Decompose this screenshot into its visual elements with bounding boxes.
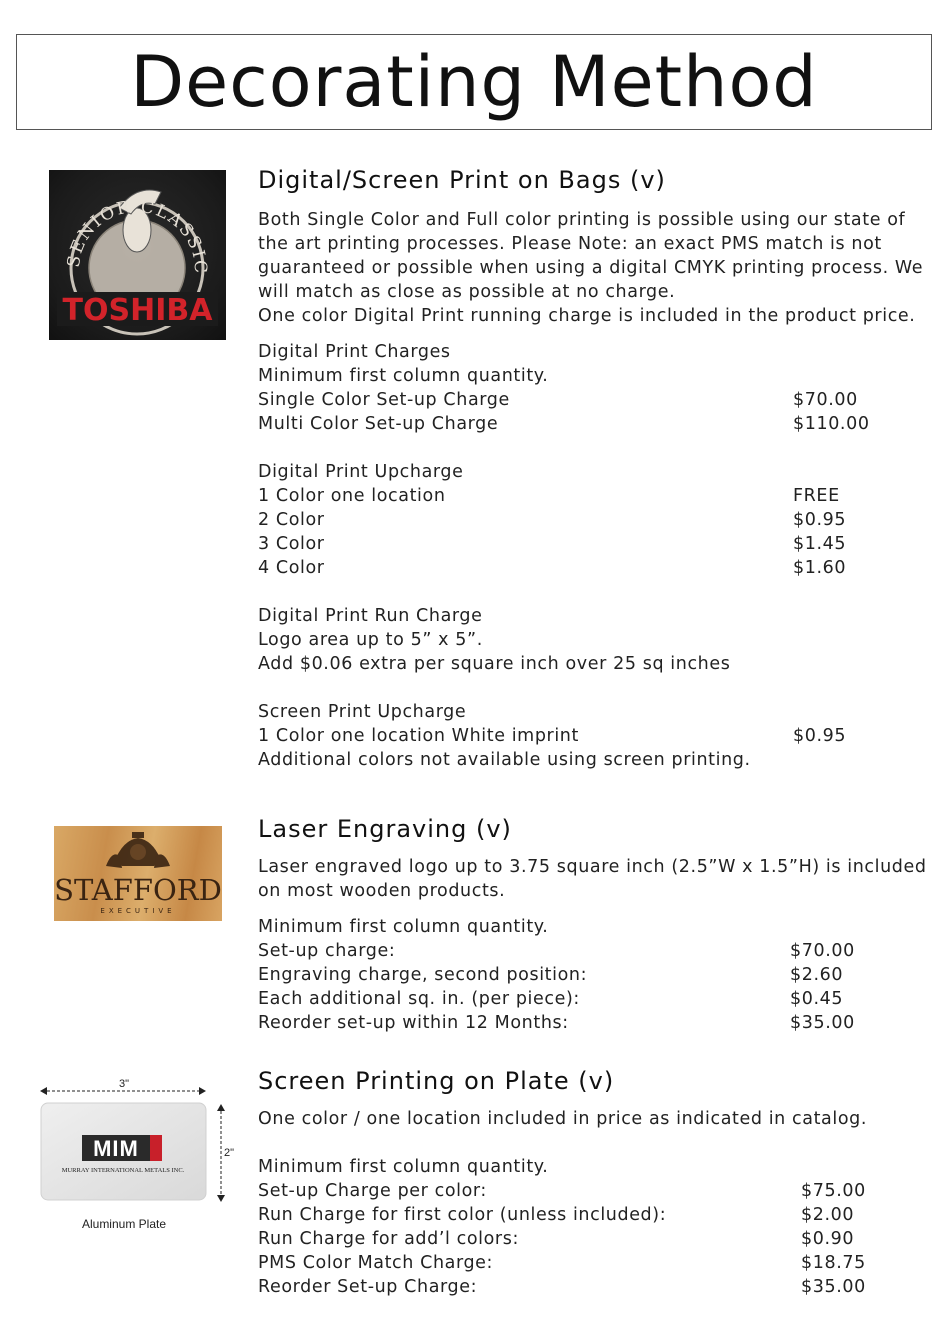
- price-row: [258, 412, 928, 436]
- price-row: [258, 1179, 928, 1203]
- price-value: $0.90: [801, 1229, 855, 1249]
- price-label: Run Charge for add’l colors:: [258, 1229, 519, 1249]
- screen-upcharge-note: Additional colors not available using screen printing.: [258, 750, 751, 770]
- digital-intro-line: guaranteed or possible when using a digital CMYK printing process. We: [258, 258, 924, 278]
- price-value: $35.00: [801, 1277, 866, 1297]
- price-label: Engraving charge, second position:: [258, 965, 588, 985]
- stafford-brand-text: STAFFORD: [54, 873, 222, 907]
- digital-heading: Digital/Screen Print on Bags (v): [258, 166, 666, 194]
- price-value: $35.00: [790, 1013, 855, 1033]
- price-label: Run Charge for first color (unless included):: [258, 1205, 667, 1225]
- title-box: [16, 34, 932, 130]
- digital-intro: [258, 208, 928, 328]
- price-row: [258, 1251, 928, 1275]
- plate-print-intro: One color / one location included in price as indicated in catalog.: [258, 1109, 868, 1129]
- toshiba-logo-image: [49, 170, 226, 340]
- price-row: [258, 508, 928, 532]
- price-label: PMS Color Match Charge:: [258, 1253, 494, 1273]
- price-label: Reorder set-up within 12 Months:: [258, 1013, 569, 1033]
- digital-charges-note: Minimum first column quantity.: [258, 366, 549, 386]
- laser-note: Minimum first column quantity.: [258, 917, 549, 937]
- price-label: 4 Color: [258, 558, 325, 578]
- toshiba-brand-text: TOSHIBA: [62, 293, 213, 328]
- plate-print-heading: Screen Printing on Plate (v): [258, 1067, 615, 1095]
- price-label: 1 Color one location: [258, 486, 446, 506]
- digital-intro-line: will match as close as possible at no charge.: [258, 282, 676, 302]
- price-value: $110.00: [793, 414, 870, 434]
- laser-heading: Laser Engraving (v): [258, 815, 512, 843]
- price-row: [258, 724, 928, 748]
- digital-intro-line: One color Digital Print running charge is included in the product price.: [258, 306, 916, 326]
- digital-charges-title: Digital Print Charges: [258, 342, 451, 362]
- price-value: $70.00: [793, 390, 858, 410]
- price-row: [258, 987, 928, 1011]
- price-value: $1.45: [793, 534, 847, 554]
- price-label: Each additional sq. in. (per piece):: [258, 989, 580, 1009]
- price-value: $2.00: [801, 1205, 855, 1225]
- digital-intro-line: the art printing processes. Please Note: an exact PMS match is not: [258, 234, 882, 254]
- toshiba-logo-graphic: [49, 170, 226, 340]
- plate-caption: Aluminum Plate: [81, 1217, 167, 1231]
- laser-engraving-section: [258, 815, 928, 1035]
- plate-height-label: 2": [224, 1147, 235, 1159]
- plate-print-section: [258, 1067, 928, 1299]
- price-row: [258, 963, 928, 987]
- toshiba-arc-text: SENIOR CLASSIC: [63, 196, 211, 276]
- plate-print-note: Minimum first column quantity.: [258, 1157, 549, 1177]
- price-label: Set-up Charge per color:: [258, 1181, 487, 1201]
- digital-run-line: Logo area up to 5” x 5”.: [258, 630, 483, 650]
- price-label: Reorder Set-up Charge:: [258, 1277, 478, 1297]
- price-label: 3 Color: [258, 534, 325, 554]
- digital-charges-block: [258, 340, 928, 772]
- digital-upcharge-title: Digital Print Upcharge: [258, 462, 464, 482]
- digital-print-section: [258, 166, 928, 772]
- price-label: Multi Color Set-up Charge: [258, 414, 499, 434]
- price-value: $0.95: [793, 510, 847, 530]
- price-label: Single Color Set-up Charge: [258, 390, 510, 410]
- price-row: [258, 1227, 928, 1251]
- laser-charges: [258, 915, 928, 1035]
- aluminum-plate-graphic: [38, 1072, 248, 1242]
- price-row: [258, 556, 928, 580]
- laser-intro-line: on most wooden products.: [258, 881, 506, 901]
- screen-upcharge-title: Screen Print Upcharge: [258, 702, 467, 722]
- price-value: $18.75: [801, 1253, 866, 1273]
- price-row: [258, 1203, 928, 1227]
- price-row: [258, 1011, 928, 1035]
- price-label: 1 Color one location White imprint: [258, 726, 579, 746]
- stafford-logo-graphic: [54, 826, 222, 921]
- price-value: $70.00: [790, 941, 855, 961]
- laser-intro-line: Laser engraved logo up to 3.75 square inch (2.5”W x 1.5”H) is included: [258, 857, 927, 877]
- digital-run-title: Digital Print Run Charge: [258, 606, 483, 626]
- price-row: [258, 939, 928, 963]
- price-value: $1.60: [793, 558, 847, 578]
- plate-company-text: MURRAY INTERNATIONAL METALS INC.: [61, 1167, 185, 1174]
- price-label: 2 Color: [258, 510, 325, 530]
- laser-intro: [258, 855, 928, 903]
- stafford-logo-image: [54, 826, 222, 921]
- price-row: [258, 1275, 928, 1299]
- price-value: FREE: [793, 486, 840, 506]
- price-row: [258, 388, 928, 412]
- price-value: $2.60: [790, 965, 844, 985]
- stafford-sub-text: EXECUTIVE: [100, 907, 176, 915]
- plate-brand-text: MIM: [93, 1136, 139, 1161]
- plate-width-label: 3": [118, 1078, 130, 1090]
- price-value: $75.00: [801, 1181, 866, 1201]
- price-value: $0.45: [790, 989, 844, 1009]
- price-label: Set-up charge:: [258, 941, 396, 961]
- price-row: [258, 484, 928, 508]
- price-row: [258, 532, 928, 556]
- digital-run-line: Add $0.06 extra per square inch over 25 sq inches: [258, 654, 731, 674]
- digital-intro-line: Both Single Color and Full color printing is possible using our state of: [258, 210, 906, 230]
- price-value: $0.95: [793, 726, 847, 746]
- page-title: Decorating Method: [130, 41, 818, 123]
- plate-print-charges: [258, 1155, 928, 1299]
- aluminum-plate-diagram: [38, 1072, 248, 1242]
